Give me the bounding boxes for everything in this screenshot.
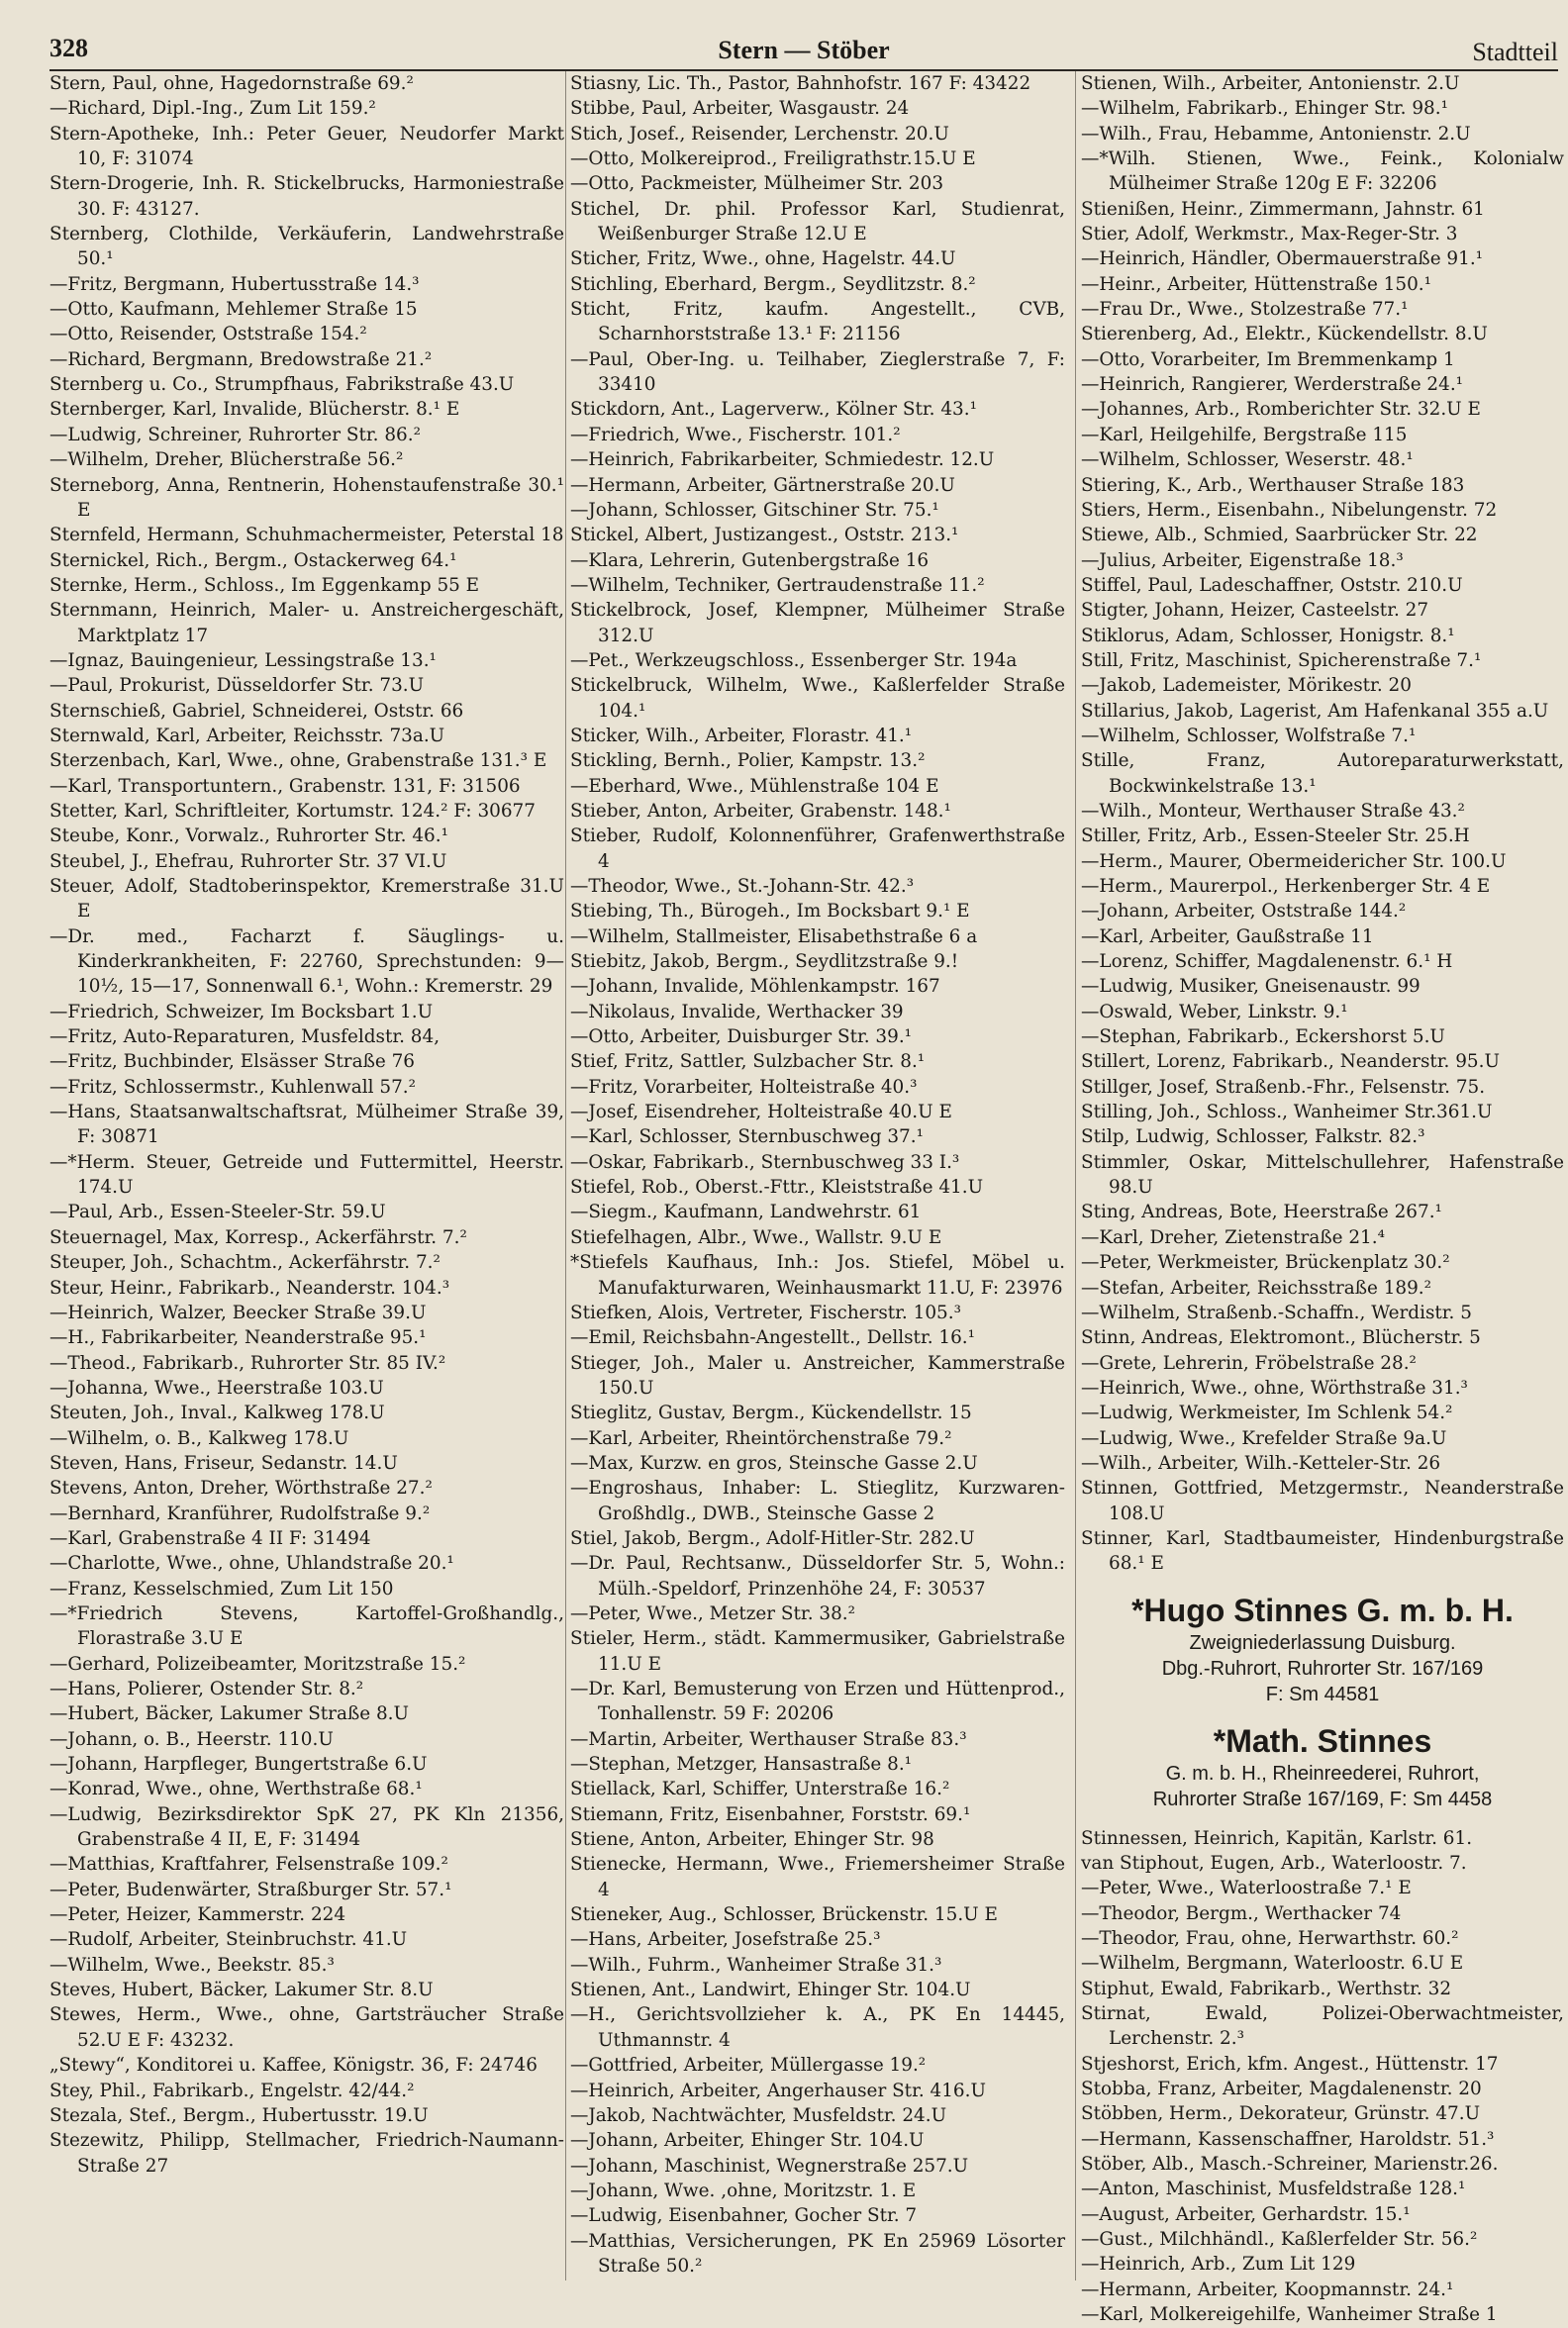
- ad-headline: *Math. Stinnes: [1213, 1722, 1432, 1759]
- directory-entry: Stieneker, Aug., Schlosser, Brückenstr. 15.U E: [570, 1904, 998, 1926]
- directory-entry: —Fritz, Auto-Reparaturen, Musfeldstr. 84,: [49, 1026, 441, 1048]
- directory-entry: —Konrad, Wwe., ohne, Werthstraße 68.¹: [49, 1779, 423, 1800]
- directory-entry: Stiel, Jakob, Bergm., Adolf-Hitler-Str. 282.U: [570, 1527, 975, 1549]
- directory-entry: —Johannes, Arb., Romberichter Str. 32.U E: [1081, 399, 1481, 421]
- directory-entry: Sterneborg, Anna, Rentnerin, Hohenstaufenstraße 30.¹ E: [49, 474, 564, 521]
- directory-entry: —Karl, Transportuntern., Grabenstr. 131, F: 31506: [49, 775, 521, 797]
- directory-entry: Sterzenbach, Karl, Wwe., ohne, Grabenstraße 131.³ E: [49, 750, 547, 772]
- directory-entry: —H., Gerichtsvollzieher k. A., PK En 14445, Uthmannstr. 4: [570, 2004, 1065, 2051]
- directory-entry: —Ludwig, Werkmeister, Im Schlenk 54.²: [1081, 1403, 1453, 1424]
- directory-entry: —Gottfried, Arbeiter, Müllergasse 19.²: [570, 2055, 927, 2077]
- directory-entry: —Heinrich, Händler, Obermauerstraße 91.¹: [1081, 248, 1484, 270]
- directory-entry: Stieber, Rudolf, Kolonnenführer, Grafenwerthstraße 4: [570, 825, 1065, 872]
- directory-entry: —Ludwig, Bezirksdirektor SpK 27, PK Kln 21356, Grabenstraße 4 II, E, F: 31494: [49, 1803, 564, 1851]
- directory-entry: —Dr. Karl, Bemusterung von Erzen und Hüttenprod., Tonhallenstr. 59 F: 20206: [570, 1679, 1065, 1725]
- directory-entry: Steube, Konr., Vorwalz., Ruhrorter Str. 46.¹: [49, 825, 448, 847]
- directory-entry: —Wilhelm, Stallmeister, Elisabethstraße 6 a: [570, 925, 978, 947]
- directory-entry: —Johann, Schlosser, Gitschiner Str. 75.¹: [570, 499, 939, 521]
- directory-entry: Stilp, Ludwig, Schlosser, Falkstr. 82.³: [1081, 1126, 1425, 1148]
- directory-entry: —Hubert, Bäcker, Lakumer Straße 8.U: [49, 1703, 409, 1725]
- directory-entry: —Klara, Lehrerin, Gutenbergstraße 16: [570, 549, 930, 571]
- directory-entry: Stirnat, Ewald, Polizei-Oberwachtmeister, Lerchenstr. 2.³: [1081, 2003, 1564, 2050]
- directory-entry: —Otto, Vorarbeiter, Im Bremmenkamp 1: [1081, 348, 1455, 370]
- directory-entry: —Bernhard, Kranführer, Rudolfstraße 9.²: [49, 1503, 431, 1524]
- directory-entry: —Paul, Prokurist, Düsseldorfer Str. 73.U: [49, 675, 425, 697]
- directory-entry: —Karl, Molkereigehilfe, Wanheimer Straße 1: [1081, 2304, 1498, 2326]
- page-title: Stern — Stöber: [718, 36, 890, 64]
- column-divider: [1075, 71, 1076, 2280]
- directory-entry: Sternwald, Karl, Arbeiter, Reichsstr. 73a.U: [49, 725, 445, 746]
- directory-entry: —Johanna, Wwe., Heerstraße 103.U: [49, 1377, 384, 1399]
- directory-entry: Steuten, Joh., Inval., Kalkweg 178.U: [49, 1403, 385, 1424]
- directory-entry: Stinn, Andreas, Elektromont., Blücherstr. 5: [1081, 1327, 1481, 1349]
- ad-line: F: Sm 44581: [1265, 1683, 1380, 1705]
- page-number: 328: [49, 34, 88, 62]
- directory-entry: —Pet., Werkzeugschloss., Essenberger Str. 194a: [570, 649, 1018, 671]
- directory-entry: —Peter, Wwe., Waterloostraße 7.¹ E: [1081, 1878, 1412, 1899]
- directory-entry: —Anton, Maschinist, Musfeldstraße 128.¹: [1081, 2179, 1466, 2200]
- directory-entry: Stickelbrock, Josef, Klempner, Mülheimer Straße 312.U: [570, 600, 1065, 646]
- directory-entry: Stienen, Wilh., Arbeiter, Antonienstr. 2.U: [1081, 73, 1460, 94]
- directory-entry: —Ludwig, Schreiner, Ruhrorter Str. 86.²: [49, 424, 421, 445]
- directory-entry: Stich, Josef., Reisender, Lerchenstr. 20.U: [570, 123, 949, 145]
- directory-entry: —Wilhelm, Wwe., Beekstr. 85.³: [49, 1954, 335, 1976]
- directory-entry: Stiefken, Alois, Vertreter, Fischerstr. 105.³: [570, 1302, 961, 1323]
- directory-entry: —Peter, Heizer, Kammerstr. 224: [49, 1904, 346, 1926]
- directory-entry: —Karl, Schlosser, Sternbuschweg 37.¹: [570, 1126, 924, 1148]
- directory-entry: —Gust., Milchhändl., Kaßlerfelder Str. 56.²: [1081, 2229, 1478, 2251]
- directory-entry: —Theod., Fabrikarb., Ruhrorter Str. 85 IV.²: [49, 1352, 446, 1374]
- directory-entry: Stiasny, Lic. Th., Pastor, Bahnhofstr. 167 F: 43422: [570, 73, 1031, 94]
- directory-entry: —Jakob, Nachtwächter, Musfeldstr. 24.U: [570, 2104, 947, 2126]
- directory-entry: Stezala, Stef., Bergm., Hubertusstr. 19.U: [49, 2104, 429, 2126]
- directory-entry: —Theodor, Frau, ohne, Herwarthstr. 60.²: [1081, 1928, 1459, 1949]
- directory-entry: —Stephan, Metzger, Hansastraße 8.¹: [570, 1754, 913, 1776]
- directory-entry: Sternschieß, Gabriel, Schneiderei, Oststr. 66: [49, 700, 464, 722]
- directory-entry: Stewes, Herm., Wwe., ohne, Gartsträucher Straße 52.U E F: 43232.: [49, 2004, 564, 2051]
- directory-entry: —Wilhelm, Schlosser, Weserstr. 48.¹: [1081, 449, 1414, 471]
- directory-entry: Sticher, Fritz, Wwe., ohne, Hagelstr. 44.U: [570, 248, 956, 270]
- directory-entry: —Emil, Reichsbahn-Angestellt., Dellstr. 16.¹: [570, 1327, 976, 1349]
- directory-entry: Steubel, J., Ehefrau, Ruhrorter Str. 37 VI.U: [49, 850, 447, 872]
- directory-entry: —Matthias, Versicherungen, PK En 25969 Lösorter Straße 50.²: [570, 2230, 1065, 2277]
- directory-entry: —Fritz, Vorarbeiter, Holteistraße 40.³: [570, 1076, 918, 1098]
- section-label: Stadtteil: [1472, 38, 1558, 66]
- directory-entry: Stienißen, Heinr., Zimmermann, Jahnstr. 61: [1081, 198, 1485, 220]
- directory-entry: Steves, Hubert, Bäcker, Lakumer Str. 8.U: [49, 1980, 434, 2001]
- directory-entry: —Otto, Arbeiter, Duisburger Str. 39.¹: [570, 1026, 913, 1048]
- directory-entry: Sting, Andreas, Bote, Heerstraße 267.¹: [1081, 1202, 1442, 1223]
- directory-entry: —*Herm. Steuer, Getreide und Futtermittel, Heerstr. 174.U: [49, 1151, 564, 1199]
- directory-entry: Sternberger, Karl, Invalide, Blücherstr. 8.¹ E: [49, 399, 460, 421]
- directory-entry: Stjeshorst, Erich, kfm. Angest., Hüttenstr. 17: [1081, 2053, 1499, 2075]
- directory-entry: —Stephan, Fabrikarb., Eckershorst 5.U: [1081, 1026, 1445, 1048]
- directory-entry: Stiklorus, Adam, Schlosser, Honigstr. 8.¹: [1081, 625, 1455, 646]
- directory-entry: Stienecke, Hermann, Wwe., Friemersheimer Straße 4: [570, 1854, 1065, 1900]
- directory-entry: —Dr. Paul, Rechtsanw., Düsseldorfer Str. 5, Wohn.: Mülh.-Speldorf, Prinzenhöhe 24, F: 30537: [570, 1553, 1065, 1600]
- directory-entry: Still, Fritz, Maschinist, Spicherenstraße 7.¹: [1081, 649, 1482, 671]
- directory-entry: —Wilhelm, Straßenb.-Schaffn., Werdistr. 5: [1081, 1302, 1472, 1323]
- directory-entry: —Peter, Werkmeister, Brückenplatz 30.²: [1081, 1252, 1450, 1274]
- directory-entry: —Franz, Kesselschmied, Zum Lit 150: [49, 1578, 394, 1600]
- directory-entry: Sternberg, Clothilde, Verkäuferin, Landwehrstraße 50.¹: [49, 224, 564, 270]
- ad-line: Dbg.-Ruhrort, Ruhrorter Str. 167/169: [1161, 1657, 1484, 1680]
- directory-entry: —Wilhelm, Techniker, Gertraudenstraße 11.²: [570, 574, 985, 596]
- directory-entry: Stillarius, Jakob, Lagerist, Am Hafenkanal 355 a.U: [1081, 700, 1549, 722]
- directory-entry: —Hans, Polierer, Ostender Str. 8.²: [49, 1679, 364, 1699]
- directory-entry: —Wilhelm, o. B., Kalkweg 178.U: [49, 1427, 349, 1449]
- directory-entry: —Hermann, Arbeiter, Gärtnerstraße 20.U: [570, 474, 955, 496]
- directory-entry: Stiffel, Paul, Ladeschaffner, Oststr. 210.U: [1081, 574, 1463, 596]
- directory-entry: —Wilhelm, Dreher, Blücherstraße 56.²: [49, 449, 404, 471]
- directory-entry: Stienen, Ant., Landwirt, Ehinger Str. 104.U: [570, 1980, 971, 2001]
- directory-entry: —Herm., Maurer, Obermeidericher Str. 100.U: [1081, 850, 1507, 872]
- directory-entry: Stiering, K., Arb., Werthauser Straße 183: [1081, 474, 1465, 496]
- directory-entry: Steuernagel, Max, Korresp., Ackerfährstr. 7.²: [49, 1226, 467, 1248]
- directory-entry: —Fritz, Buchbinder, Elsässer Straße 76: [49, 1051, 415, 1073]
- directory-entry: —Heinrich, Rangierer, Werderstraße 24.¹: [1081, 374, 1464, 396]
- directory-entry: Stilling, Joh., Schloss., Wanheimer Str.361.U: [1081, 1102, 1493, 1123]
- directory-entry: Stinnessen, Heinrich, Kapitän, Karlstr. 61.: [1081, 1827, 1473, 1849]
- directory-entry: —Johann, Wwe. ,ohne, Moritzstr. 1. E: [570, 2180, 917, 2201]
- directory-entry: Stiers, Herm., Eisenbahn., Nibelungenstr. 72: [1081, 499, 1498, 521]
- column-3: [1081, 71, 1564, 2326]
- directory-entry: Stibbe, Paul, Arbeiter, Wasgaustr. 24: [570, 98, 910, 120]
- directory-entry: Stief, Fritz, Sattler, Sulzbacher Str. 8.¹: [570, 1051, 926, 1073]
- directory-entry: —Martin, Arbeiter, Werthauser Straße 83.³: [570, 1728, 967, 1750]
- directory-entry: Stimmler, Oskar, Mittelschullehrer, Hafenstraße 98.U: [1081, 1151, 1564, 1199]
- directory-entry: Stickdorn, Ant., Lagerverw., Kölner Str. 43.¹: [570, 399, 977, 421]
- directory-entry: Stichling, Eberhard, Bergm., Seydlitzstr. 8.²: [570, 273, 976, 295]
- directory-entry: Stöbben, Herm., Dekorateur, Grünstr. 47.U: [1081, 2103, 1481, 2125]
- directory-entry: Steuper, Joh., Schachtm., Ackerfährstr. 7.²: [49, 1252, 441, 1274]
- advertisement: [1081, 1591, 1564, 1707]
- directory-entry: —Karl, Heilgehilfe, Bergstraße 115: [1081, 424, 1408, 445]
- directory-entry: Stiene, Anton, Arbeiter, Ehinger Str. 98: [570, 1829, 934, 1851]
- directory-entry: Stiellack, Karl, Schiffer, Unterstraße 16.²: [570, 1779, 950, 1800]
- directory-entry: —Wilh., Frau, Hebamme, Antonienstr. 2.U: [1081, 123, 1471, 145]
- directory-entry: —Johann, Invalide, Möhlenkampstr. 167: [570, 976, 940, 998]
- directory-entry: Steur, Heinr., Fabrikarb., Neanderstr. 104.³: [49, 1277, 450, 1299]
- directory-entry: —Wilh., Fuhrm., Wanheimer Straße 31.³: [570, 1954, 942, 1976]
- directory-entry: Stern, Paul, ohne, Hagedornstraße 69.²: [49, 73, 414, 94]
- directory-entry: Stierenberg, Ad., Elektr., Kückendellstr. 8.U: [1081, 324, 1488, 345]
- directory-entry: Steven, Hans, Friseur, Sedanstr. 14.U: [49, 1452, 398, 1474]
- directory-entry: Sternke, Herm., Schloss., Im Eggenkamp 55 E: [49, 574, 480, 596]
- directory-entry: —Hermann, Arbeiter, Koopmannstr. 24.¹: [1081, 2279, 1454, 2300]
- directory-entry: Stiefelhagen, Albr., Wwe., Wallstr. 9.U E: [570, 1226, 942, 1248]
- directory-entry: —Lorenz, Schiffer, Magdalenenstr. 6.¹ H: [1081, 951, 1453, 973]
- directory-entry: —Fritz, Schlossermstr., Kuhlenwall 57.²: [49, 1076, 416, 1098]
- ad-line: G. m. b. H., Rheinreederei, Ruhrort,: [1165, 1762, 1480, 1785]
- directory-entry: —Oskar, Fabrikarb., Sternbuschweg 33 I.³: [570, 1151, 960, 1173]
- directory-entry: Stille, Franz, Autoreparaturwerkstatt, Bockwinkelstraße 13.¹: [1081, 750, 1564, 797]
- directory-entry: —Heinr., Arbeiter, Hüttenstraße 150.¹: [1081, 273, 1431, 295]
- directory-entry: —Wilhelm, Fabrikarb., Ehinger Str. 98.¹: [1081, 98, 1448, 120]
- directory-entry: Stinner, Karl, Stadtbaumeister, Hindenburgstraße 68.¹ E: [1081, 1527, 1564, 1575]
- directory-entry: Stier, Adolf, Werkmstr., Max-Reger-Str. 3: [1081, 224, 1458, 245]
- directory-entry: —Friedrich, Schweizer, Im Bocksbart 1.U: [49, 1001, 434, 1022]
- directory-entry: —Peter, Budenwärter, Straßburger Str. 57.¹: [49, 1879, 452, 1900]
- ad-line: Zweigniederlassung Duisburg.: [1189, 1631, 1456, 1654]
- directory-entry: —Paul, Arb., Essen-Steeler-Str. 59.U: [49, 1202, 386, 1223]
- directory-entry: Sticht, Fritz, kaufm. Angestellt., CVB, Scharnhorststraße 13.¹ F: 21156: [570, 299, 1065, 345]
- directory-entry: Stieler, Herm., städt. Kammermusiker, Gabrielstraße 11.U E: [570, 1628, 1065, 1675]
- directory-entry: —Eberhard, Wwe., Mühlenstraße 104 E: [570, 775, 939, 797]
- directory-entry: Stiller, Fritz, Arb., Essen-Steeler Str. 25.H: [1081, 825, 1470, 847]
- directory-entry: —Stefan, Arbeiter, Reichsstraße 189.²: [1081, 1277, 1432, 1299]
- directory-entry: —Gerhard, Polizeibeamter, Moritzstraße 15.²: [49, 1653, 466, 1675]
- directory-entry: —Josef, Eisendreher, Holteistraße 40.U E: [570, 1102, 952, 1123]
- directory-entry: *Stiefels Kaufhaus, Inh.: Jos. Stiefel, Möbel u. Manufakturwaren, Weinhausmarkt 11.U, F: 23976: [570, 1252, 1065, 1299]
- directory-entry: Stezewitz, Philipp, Stellmacher, Friedrich-Naumann-Straße 27: [49, 2130, 564, 2177]
- directory-entry: Stieger, Joh., Maler u. Anstreicher, Kammerstraße 150.U: [570, 1352, 1065, 1399]
- directory-entry: Stickel, Albert, Justizangest., Oststr. 213.¹: [570, 525, 959, 546]
- directory-entry: Stieber, Anton, Arbeiter, Grabenstr. 148.¹: [570, 800, 951, 822]
- directory-entry: Stetter, Karl, Schriftleiter, Kortumstr. 124.² F: 30677: [49, 800, 536, 822]
- directory-entry: —Johann, Arbeiter, Ehinger Str. 104.U: [570, 2130, 925, 2152]
- directory-entry: Sternmann, Heinrich, Maler- u. Anstreichergeschäft, Marktplatz 17: [49, 600, 564, 646]
- directory-entry: —Ludwig, Eisenbahner, Gocher Str. 7: [570, 2205, 918, 2227]
- directory-entry: —Herm., Maurerpol., Herkenberger Str. 4 E: [1081, 876, 1491, 897]
- directory-entry: —Engroshaus, Inhaber: L. Stieglitz, Kurzwaren-Großhdlg., DWB., Steinsche Gasse 2: [570, 1478, 1065, 1524]
- directory-entry: Stickelbruck, Wilhelm, Wwe., Kaßlerfelder Straße 104.¹: [570, 675, 1065, 722]
- directory-entry: —Rudolf, Arbeiter, Steinbruchstr. 41.U: [49, 1929, 408, 1951]
- directory-entry: Stiebitz, Jakob, Bergm., Seydlitzstraße 9.!: [570, 951, 959, 973]
- directory-entry: —Heinrich, Walzer, Beecker Straße 39.U: [49, 1302, 427, 1323]
- directory-entry: —Wilh., Arbeiter, Wilh.-Ketteler-Str. 26: [1081, 1452, 1441, 1474]
- directory-entry: Stiphut, Ewald, Fabrikarb., Werthstr. 32: [1081, 1978, 1452, 1999]
- directory-entry: —Siegm., Kaufmann, Landwehrstr. 61: [570, 1202, 922, 1223]
- directory-entry: —Otto, Molkereiprod., Freiligrathstr.15.U E: [570, 148, 976, 170]
- directory-entry: Stiebing, Th., Bürogeh., Im Bocksbart 9.¹ E: [570, 901, 970, 922]
- directory-entry: Sternberg u. Co., Strumpfhaus, Fabrikstraße 43.U: [49, 374, 515, 396]
- directory-entry: —Wilhelm, Bergmann, Waterloostr. 6.U E: [1081, 1953, 1464, 1975]
- directory-entry: Stigter, Johann, Heizer, Casteelstr. 27: [1081, 600, 1429, 622]
- directory-entry: —Paul, Ober-Ing. u. Teilhaber, Zieglerstraße 7, F: 33410: [570, 348, 1065, 396]
- directory-entry: Stey, Phil., Fabrikarb., Engelstr. 42/44.²: [49, 2080, 415, 2101]
- directory-entry: Sternfeld, Hermann, Schuhmachermeister, Peterstal 18: [49, 525, 564, 546]
- page-header: [49, 34, 1558, 71]
- directory-entry: —Heinrich, Wwe., ohne, Wörthstraße 31.³: [1081, 1377, 1468, 1399]
- directory-entry: Stevens, Anton, Dreher, Wörthstraße 27.²: [49, 1478, 433, 1500]
- directory-entry: —Wilhelm, Schlosser, Wolfstraße 7.¹: [1081, 725, 1417, 746]
- directory-entry: —Charlotte, Wwe., ohne, Uhlandstraße 20.¹: [49, 1553, 454, 1575]
- ad-line: Ruhrorter Straße 167/169, F: Sm 4458: [1152, 1788, 1493, 1810]
- directory-entry: —Karl, Arbeiter, Gaußstraße 11: [1081, 925, 1374, 947]
- ad-headline: *Hugo Stinnes G. m. b. H.: [1131, 1592, 1514, 1628]
- directory-entry: —Karl, Arbeiter, Rheintörchenstraße 79.²: [570, 1427, 952, 1449]
- directory-entry: Stiefel, Rob., Oberst.-Fttr., Kleiststraße 41.U: [570, 1177, 984, 1199]
- directory-entry: —*Friedrich Stevens, Kartoffel-Großhandlg., Florastraße 3.U E: [49, 1602, 564, 1650]
- directory-entry: Stillger, Josef, Straßenb.-Fhr., Felsenstr. 75.: [1081, 1076, 1486, 1098]
- directory-entry: „Stewy“, Konditorei u. Kaffee, Königstr. 36, F: 24746: [49, 2055, 538, 2077]
- directory-entry: —*Wilh. Stienen, Wwe., Feink., Kolonialw Mülheimer Straße 120g E F: 32206: [1081, 148, 1564, 195]
- directory-entry: —Jakob, Lademeister, Mörikestr. 20: [1081, 675, 1412, 697]
- directory-entry: —Hans, Arbeiter, Josefstraße 25.³: [570, 1929, 881, 1951]
- column-divider: [565, 71, 566, 2280]
- directory-entry: —Otto, Reisender, Oststraße 154.²: [49, 324, 367, 345]
- directory-entry: —August, Arbeiter, Gerhardstr. 15.¹: [1081, 2203, 1411, 2225]
- directory-entry: —Otto, Packmeister, Mülheimer Str. 203: [570, 173, 944, 195]
- directory-entry: Sternickel, Rich., Bergm., Ostackerweg 64.¹: [49, 549, 457, 571]
- directory-entry: Stobba, Franz, Arbeiter, Magdalenenstr. 20: [1081, 2079, 1482, 2100]
- directory-entry: —Oswald, Weber, Linkstr. 9.¹: [1081, 1001, 1348, 1022]
- directory-entry: —Fritz, Bergmann, Hubertusstraße 14.³: [49, 273, 420, 295]
- column-2: [570, 71, 1065, 2300]
- directory-entry: —Johann, o. B., Heerstr. 110.U: [49, 1728, 334, 1750]
- directory-entry: Stöber, Alb., Masch.-Schreiner, Marienstr.26.: [1081, 2154, 1499, 2176]
- column-1: [49, 71, 564, 2300]
- directory-entry: —Hans, Staatsanwaltschaftsrat, Mülheimer Straße 39, F: 30871: [49, 1102, 564, 1148]
- directory-entry: —Ludwig, Wwe., Krefelder Straße 9a.U: [1081, 1427, 1447, 1449]
- directory-entry: Stichel, Dr. phil. Professor Karl, Studienrat, Weißenburger Straße 12.U E: [570, 198, 1065, 245]
- directory-entry: —Otto, Kaufmann, Mehlemer Straße 15: [49, 299, 418, 321]
- directory-entry: Stieglitz, Gustav, Bergm., Kückendellstr. 15: [570, 1403, 972, 1424]
- directory-entry: —Karl, Grabenstraße 4 II F: 31494: [49, 1527, 371, 1549]
- directory-entry: —Friedrich, Wwe., Fischerstr. 101.²: [570, 424, 901, 445]
- directory-entry: Stiewe, Alb., Schmied, Saarbrücker Str. 22: [1081, 525, 1478, 546]
- directory-entry: —Frau Dr., Wwe., Stolzestraße 77.¹: [1081, 299, 1409, 321]
- directory-entry: Stern-Drogerie, Inh. R. Stickelbrucks, Harmoniestraße 30. F: 43127.: [49, 173, 564, 220]
- directory-entry: —Matthias, Kraftfahrer, Felsenstraße 109.²: [49, 1854, 448, 1876]
- directory-entry: —Heinrich, Fabrikarbeiter, Schmiedestr. 12.U: [570, 449, 995, 471]
- directory-entry: Stern-Apotheke, Inh.: Peter Geuer, Neudorfer Markt 10, F: 31074: [49, 123, 564, 170]
- directory-entry: —Heinrich, Arb., Zum Lit 129: [1081, 2254, 1356, 2276]
- directory-entry: van Stiphout, Eugen, Arb., Waterloostr. 7.: [1081, 1852, 1467, 1874]
- directory-entry: Stickling, Bernh., Polier, Kampstr. 13.²: [570, 750, 926, 772]
- directory-entry: —Ignaz, Bauingenieur, Lessingstraße 13.¹: [49, 649, 437, 671]
- directory-entry: —Ludwig, Musiker, Gneisenaustr. 99: [1081, 976, 1421, 998]
- directory-entry: —Richard, Bergmann, Bredowstraße 21.²: [49, 348, 433, 370]
- directory-entry: —Julius, Arbeiter, Eigenstraße 18.³: [1081, 549, 1404, 571]
- directory-entry: —Johann, Maschinist, Wegnerstraße 257.U: [570, 2155, 969, 2177]
- directory-entry: Stillert, Lorenz, Fabrikarb., Neanderstr. 95.U: [1081, 1051, 1500, 1073]
- directory-entry: —Johann, Arbeiter, Oststraße 144.²: [1081, 901, 1407, 922]
- directory-entry: —Heinrich, Arbeiter, Angerhauser Str. 416.U: [570, 2080, 986, 2101]
- directory-entry: Stiemann, Fritz, Eisenbahner, Forststr. 69.¹: [570, 1803, 971, 1825]
- directory-entry: —Johann, Harpfleger, Bungertstraße 6.U: [49, 1754, 428, 1776]
- directory-entry: —Grete, Lehrerin, Fröbelstraße 28.²: [1081, 1352, 1417, 1374]
- directory-entry: Sticker, Wilh., Arbeiter, Florastr. 41.¹: [570, 725, 913, 746]
- directory-entry: Steuer, Adolf, Stadtoberinspektor, Kremerstraße 31.U E: [49, 876, 564, 922]
- directory-entry: —H., Fabrikarbeiter, Neanderstraße 95.¹: [49, 1327, 427, 1349]
- advertisement: [1081, 1721, 1564, 1812]
- directory-entry: —Nikolaus, Invalide, Werthacker 39: [570, 1001, 904, 1022]
- directory-entry: —Peter, Wwe., Metzer Str. 38.²: [570, 1602, 856, 1624]
- directory-entry: —Richard, Dipl.-Ing., Zum Lit 159.²: [49, 98, 376, 120]
- directory-entry: —Hermann, Kassenschaffner, Haroldstr. 51.³: [1081, 2128, 1495, 2150]
- directory-entry: —Theodor, Wwe., St.-Johann-Str. 42.³: [570, 876, 915, 897]
- directory-entry: —Karl, Dreher, Zietenstraße 21.⁴: [1081, 1226, 1385, 1248]
- directory-entry: —Wilh., Monteur, Werthauser Straße 43.²: [1081, 800, 1465, 822]
- directory-entry: Stinnen, Gottfried, Metzgermstr., Neanderstraße 108.U: [1081, 1478, 1564, 1524]
- directory-entry: —Theodor, Bergm., Werthacker 74: [1081, 1902, 1402, 1924]
- directory-entry: —Dr. med., Facharzt f. Säuglings- u. Kinderkrankheiten, F: 22760, Sprechstunden: 9—10½, 15—17, Sonnenwall 6.¹, Wohn.: Kremerstr. 29: [49, 925, 564, 998]
- directory-entry: —Max, Kurzw. en gros, Steinsche Gasse 2.U: [570, 1452, 978, 1474]
